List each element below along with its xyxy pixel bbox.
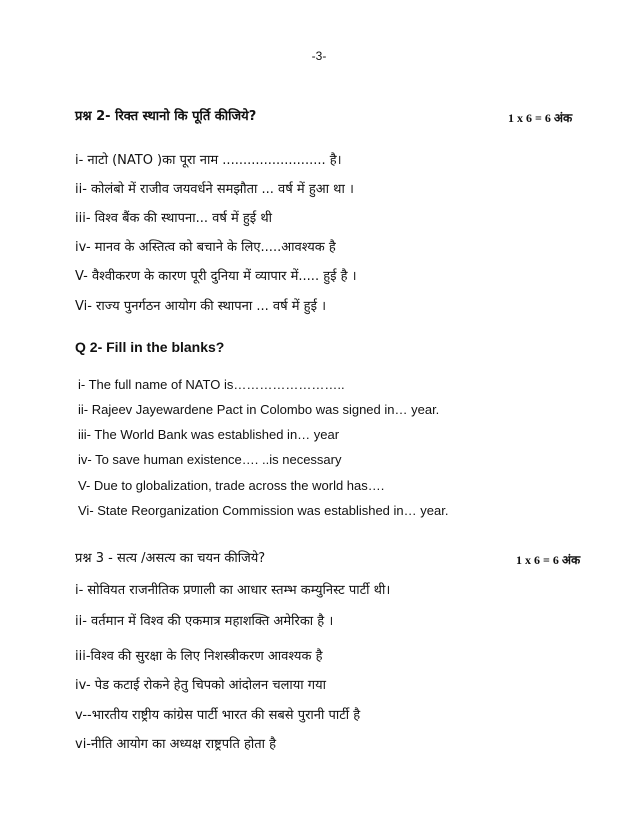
- question-2-marks: 1 x 6 = 6 अंक: [508, 111, 573, 125]
- question-2-english-item-6: Vi- State Reorganization Commission was established in… year.: [78, 503, 449, 518]
- question-2-english-item-3: iii- The World Bank was established in… year: [78, 427, 340, 442]
- question-2-hindi-item-2: ii- कोलंबो में राजीव जयवर्धने समझौता ... वर्ष में हुआ था ।: [75, 182, 354, 197]
- question-2-hindi-item-5: V- वैश्वीकरण के कारण पूरी दुनिया में व्यापार में..... हुई है ।: [75, 269, 357, 284]
- question-2-hindi-heading: प्रश्न 2- रिक्त स्थानो कि पूर्ति कीजिये?: [75, 109, 257, 124]
- question-3-hindi-heading: प्रश्न 3 - सत्य /असत्य का चयन कीजिये?: [75, 551, 266, 566]
- question-2-hindi-item-1: i- नाटो (NATO )का पूरा नाम ......................... है।: [75, 153, 342, 168]
- question-3-hindi-item-6: vi-नीति आयोग का अध्यक्ष राष्ट्रपति होता है: [75, 737, 277, 752]
- question-2-english-item-4: iv- To save human existence…. ..is necessary: [78, 452, 342, 467]
- question-2-english-item-5: V- Due to globalization, trade across the world has….: [78, 478, 385, 493]
- page-number: -3-: [311, 49, 327, 63]
- question-3-marks: 1 x 6 = 6 अंक: [516, 553, 581, 567]
- question-2-hindi-item-6: Vi- राज्य पुनर्गठन आयोग की स्थापना ... वर्ष में हुई ।: [75, 299, 327, 314]
- question-2-english-item-1: i- The full name of NATO is……………………..: [78, 377, 345, 392]
- question-3-hindi-item-4: iv- पेड कटाई रोकने हेतु चिपको आंदोलन चलाया गया: [75, 678, 327, 693]
- question-3-hindi-item-2: ii- वर्तमान में विश्व की एकमात्र महाशक्ति अमेरिका है ।: [75, 614, 334, 629]
- question-2-hindi-item-4: iv- मानव के अस्तित्व को बचाने के लिए.....आवश्यक है: [75, 240, 336, 255]
- question-3-hindi-item-1: i- सोवियत राजनीतिक प्रणाली का आधार स्तम्भ कम्युनिस्ट पार्टी थी।: [75, 583, 391, 598]
- question-3-hindi-item-3: iii-विश्व की सुरक्षा के लिए निशस्त्रीकरण आवश्यक है: [75, 649, 323, 664]
- question-2-english-item-2: ii- Rajeev Jayewardene Pact in Colombo was signed in… year.: [78, 402, 440, 417]
- question-2-hindi-item-3: iii- विश्व बैंक की स्थापना... वर्ष में हुई थी: [75, 211, 273, 226]
- question-2-english-heading: Q 2- Fill in the blanks?: [75, 339, 225, 355]
- question-3-hindi-item-5: v--भारतीय राष्ट्रीय कांग्रेस पार्टी भारत की सबसे पुरानी पार्टी है: [75, 708, 361, 723]
